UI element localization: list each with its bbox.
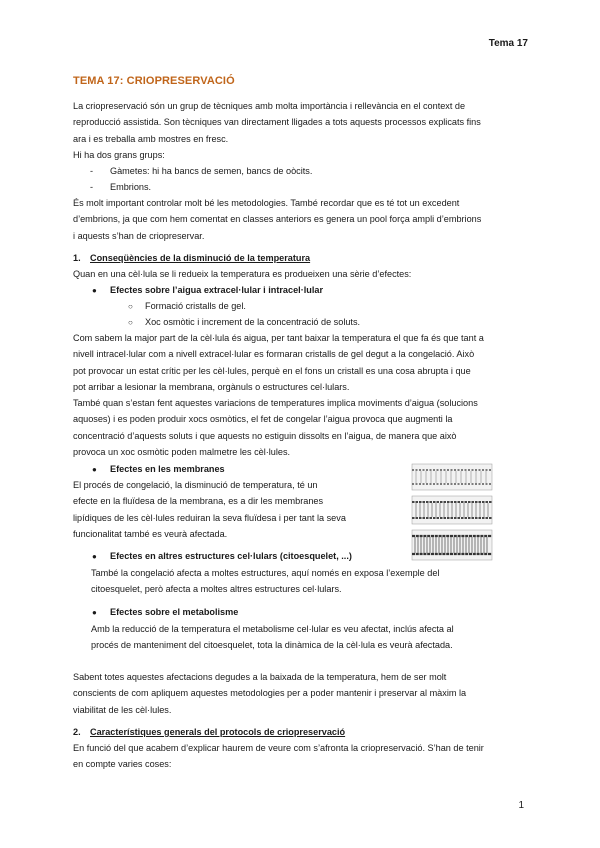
conclusion-paragraph xyxy=(73,669,527,718)
sub-list-item xyxy=(128,314,360,331)
text-line: lipídiques de les cèl·lules reduiran la seva fluïdesa i per tant la seva xyxy=(73,512,346,523)
water-paragraph-1 xyxy=(73,330,527,395)
sub-list-item-text: Formació cristalls de gel. xyxy=(145,301,246,311)
list-item xyxy=(90,163,312,179)
effect-label: Efectes en altres estructures cel·lulars (citoesquelet, ...) xyxy=(110,551,352,561)
metabolism-paragraph xyxy=(91,621,527,654)
text-line: També quan s’estan fent aquestes variacions de temperatures implica moviments d’aigua (solucions xyxy=(73,398,478,408)
document-title: TEMA 17: CRIOPRESERVACIÓ xyxy=(73,75,235,87)
membrane-diagram xyxy=(388,460,528,564)
effect-water-heading xyxy=(92,282,323,299)
effect-label: Efectes sobre l’aigua extracel·lular i intracel·lular xyxy=(110,285,324,295)
membrane-panel-middle xyxy=(412,496,492,524)
text-line: El procés de congelació, la disminució de temperatura, té un xyxy=(73,480,318,490)
dash-marker: - xyxy=(90,182,94,192)
list-item-text: Gàmetes: hi ha bancs de semen, bancs de oòcits. xyxy=(110,166,313,176)
effect-metabolism-heading xyxy=(92,604,238,621)
structures-paragraph xyxy=(91,565,527,598)
text-line: procés de manteniment del citoesquelet, tota la dinàmica de la cèl·lula es veurà afectada. xyxy=(91,640,453,651)
running-header: Tema 17 xyxy=(488,38,528,49)
text-line: i aquests s’han de criopreservar. xyxy=(73,230,205,241)
text-line: citoesquelet, però afecta a moltes altres estructures cel·lulars. xyxy=(91,584,342,595)
circle-bullet-icon: ○ xyxy=(128,302,133,311)
effect-structures-heading xyxy=(92,548,352,565)
page-number: 1 xyxy=(518,800,524,811)
list-item xyxy=(90,179,151,195)
sub-list-item xyxy=(128,298,246,315)
text-line: funcionalitat també es veurà afectada. xyxy=(73,528,228,539)
effect-membrane-heading xyxy=(92,461,225,478)
bullet-dot-icon: ● xyxy=(92,465,97,474)
text-line: en compte varies coses: xyxy=(73,759,172,770)
section-2-paragraph xyxy=(73,740,527,773)
section-title: Característiques generals del protocols de criopreservació xyxy=(90,727,346,737)
text-line: És molt important controlar molt bé les metodologies. També recordar que es té tot un excedent xyxy=(73,198,460,208)
bullet-dot-icon: ● xyxy=(92,552,97,561)
section-title: Conseqüències de la disminució de la temperatura xyxy=(90,253,311,263)
text-line: viabilitat de les cèl·lules. xyxy=(73,704,172,715)
membrane-panel-bottom xyxy=(412,530,492,560)
text-line: d’embrions, ja que com hem comentat en classes anteriors es genera un pool força ampli d’embrions xyxy=(73,214,482,225)
section-number: 2. xyxy=(73,727,81,737)
section-1-heading xyxy=(73,250,310,266)
text-line: nivell intracel·lular com a nivell extracel·lular es formaran cristalls de gel degut a la congelació. Això xyxy=(73,349,475,360)
section-number: 1. xyxy=(73,253,81,263)
bullet-dot-icon: ● xyxy=(92,286,97,295)
membrane-panel-top xyxy=(412,464,492,490)
text-line: En funció del que acabem d’explicar haurem de veure com s’afronta la criopreservació. S’han de tenir xyxy=(73,743,484,753)
bullet-dot-icon: ● xyxy=(92,608,97,617)
text-line: provoca un xoc osmòtic poden malmetre les cèl·lules. xyxy=(73,446,291,457)
text-line: pot provocar un estat crític per les cèl·lules, perquè en el fons un cristall es una cosa abrupta i que xyxy=(73,365,471,376)
circle-bullet-icon: ○ xyxy=(128,318,133,327)
membrane-paragraph xyxy=(73,477,373,542)
text-line: pot arribar a lesionar la membrana, orgànuls o estructures cel·lulars. xyxy=(73,381,350,392)
water-paragraph-2 xyxy=(73,395,527,460)
list-item-text: Embrions. xyxy=(110,182,152,192)
intro-paragraph-3 xyxy=(73,195,527,244)
text-line: conscients de com apliquem aquestes metodologies per a poder mantenir i preservar al màxim la xyxy=(73,688,467,699)
text-line: ara i es treballa amb mostres en fresc. xyxy=(73,133,229,144)
text-line: reproducció assistida. Son tècniques van directament lligades a tots aquests processos explicats fins xyxy=(73,117,481,128)
effect-label: Efectes sobre el metabolisme xyxy=(110,607,239,617)
text-line: concentració d’aquests soluts i que aquests no estiguin dissolts en l’aigua, de manera que això xyxy=(73,430,457,441)
section-1-lead: Quan en una cèl·lula se li redueix la temperatura es produeixen una sèrie d’efectes: xyxy=(73,269,412,279)
effect-label: Efectes en les membranes xyxy=(110,464,225,474)
text-line: Sabent totes aquestes afectacions degudes a la baixada de la temperatura, hem de ser molt xyxy=(73,672,447,682)
sub-list-item-text: Xoc osmòtic i increment de la concentració de soluts. xyxy=(145,317,361,327)
intro-paragraph-2: Hi ha dos grans grups: xyxy=(73,150,165,160)
text-line: Amb la reducció de la temperatura el metabolisme cel·lular es veu afectat, inclús afecta al xyxy=(91,624,454,634)
text-line: La criopreservació són un grup de tècniques amb molta importància i rellevància en el context de xyxy=(73,101,466,111)
intro-paragraph-1 xyxy=(73,98,527,147)
text-line: També la congelació afecta a moltes estructures, aquí només en exposa l’exemple del xyxy=(91,568,440,578)
text-line: Com sabem la major part de la cèl·lula és aigua, per tant baixar la temperatura el que fa és que tant a xyxy=(73,333,484,343)
text-line: efecte en la fluïdesa de la membrana, es a dir les membranes xyxy=(73,496,324,507)
text-line: aquoses) i es poden produir xocs osmòtics, el fet de congelar l’aigua provoca que augmenti la xyxy=(73,414,453,425)
section-2-heading xyxy=(73,724,345,740)
dash-marker: - xyxy=(90,166,94,176)
membrane-fluidity-figure xyxy=(388,460,528,564)
